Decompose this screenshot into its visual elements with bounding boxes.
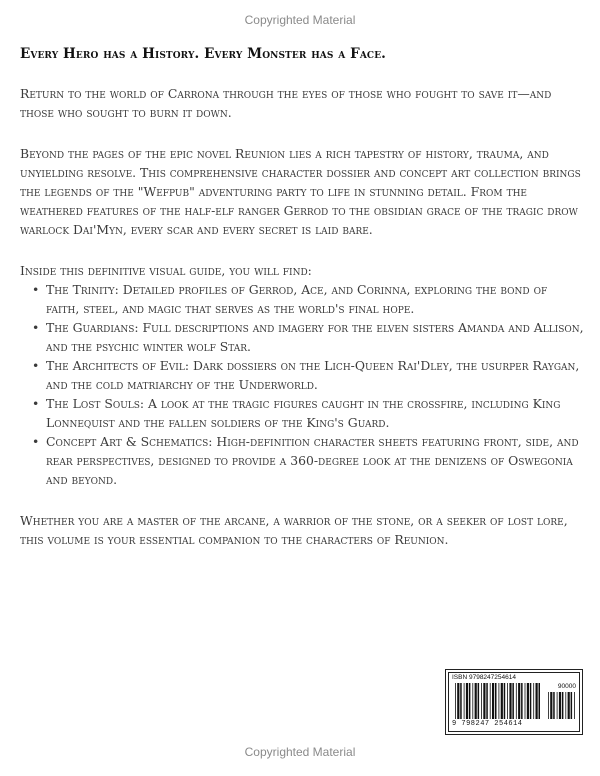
barcode <box>448 672 580 732</box>
paragraph-return: Return to the world of Carrona through the eyes of those who fought to save it—and those who sought to burn it down. <box>20 86 552 120</box>
paragraph-description: Beyond the pages of the epic novel Reunion lies a rich tapestry of history, trauma, and unyielding resolve. This comprehensive character dossier and concept art collection brings the legends of the "Wefpub" adventuring party to life in stunning detail. From the weathered features of the half-elf ranger Gerrod to the obsidian grace of the tragic drow warlock Dai'Myn, every scar and every secret is laid bare. <box>20 146 581 237</box>
price-code: 90000 <box>557 683 576 690</box>
headline: Every Hero has a History. Every Monster has a Face. <box>20 46 386 62</box>
list-item: • The Lost Souls: A look at the tragic figures caught in the crossfire, including King Lonnequist and the fallen soldiers of the King's Guard. <box>20 394 584 432</box>
isbn-label: ISBN 9798247254614 <box>452 674 516 681</box>
barcode-addon-bars <box>548 692 576 719</box>
barcode-bars <box>455 683 543 719</box>
paragraph-intro: Inside this definitive visual guide, you will find: <box>20 263 312 278</box>
list-item: • The Guardians: Full descriptions and imagery for the elven sisters Amanda and Allison, and the psychic winter wolf Star. <box>20 318 584 356</box>
barcode-digits: 9 798247 254614 <box>452 720 523 728</box>
paragraph-closing: Whether you are a master of the arcane, a warrior of the stone, or a seeker of lost lore, this volume is your essential companion to the characters of Reunion. <box>20 513 568 547</box>
back-cover-text <box>20 46 584 571</box>
feature-list <box>20 280 584 489</box>
watermark-bottom: Copyrighted Material <box>244 745 356 759</box>
list-item: • Concept Art & Schematics: High-definition character sheets featuring front, side, and rear perspectives, designed to provide a 360-degree look at the denizens of Oswegonia and beyond. <box>20 432 584 489</box>
list-item: • The Trinity: Detailed profiles of Gerrod, Ace, and Corinna, exploring the bond of faith, steel, and magic that serves as the world's final hope. <box>20 280 584 318</box>
list-item: • The Architects of Evil: Dark dossiers on the Lich-Queen Rai'Dley, the usurper Raygan, and the cold matriarchy of the Underworld. <box>20 356 584 394</box>
watermark-top: Copyrighted Material <box>244 13 356 27</box>
barcode-box <box>445 669 583 735</box>
